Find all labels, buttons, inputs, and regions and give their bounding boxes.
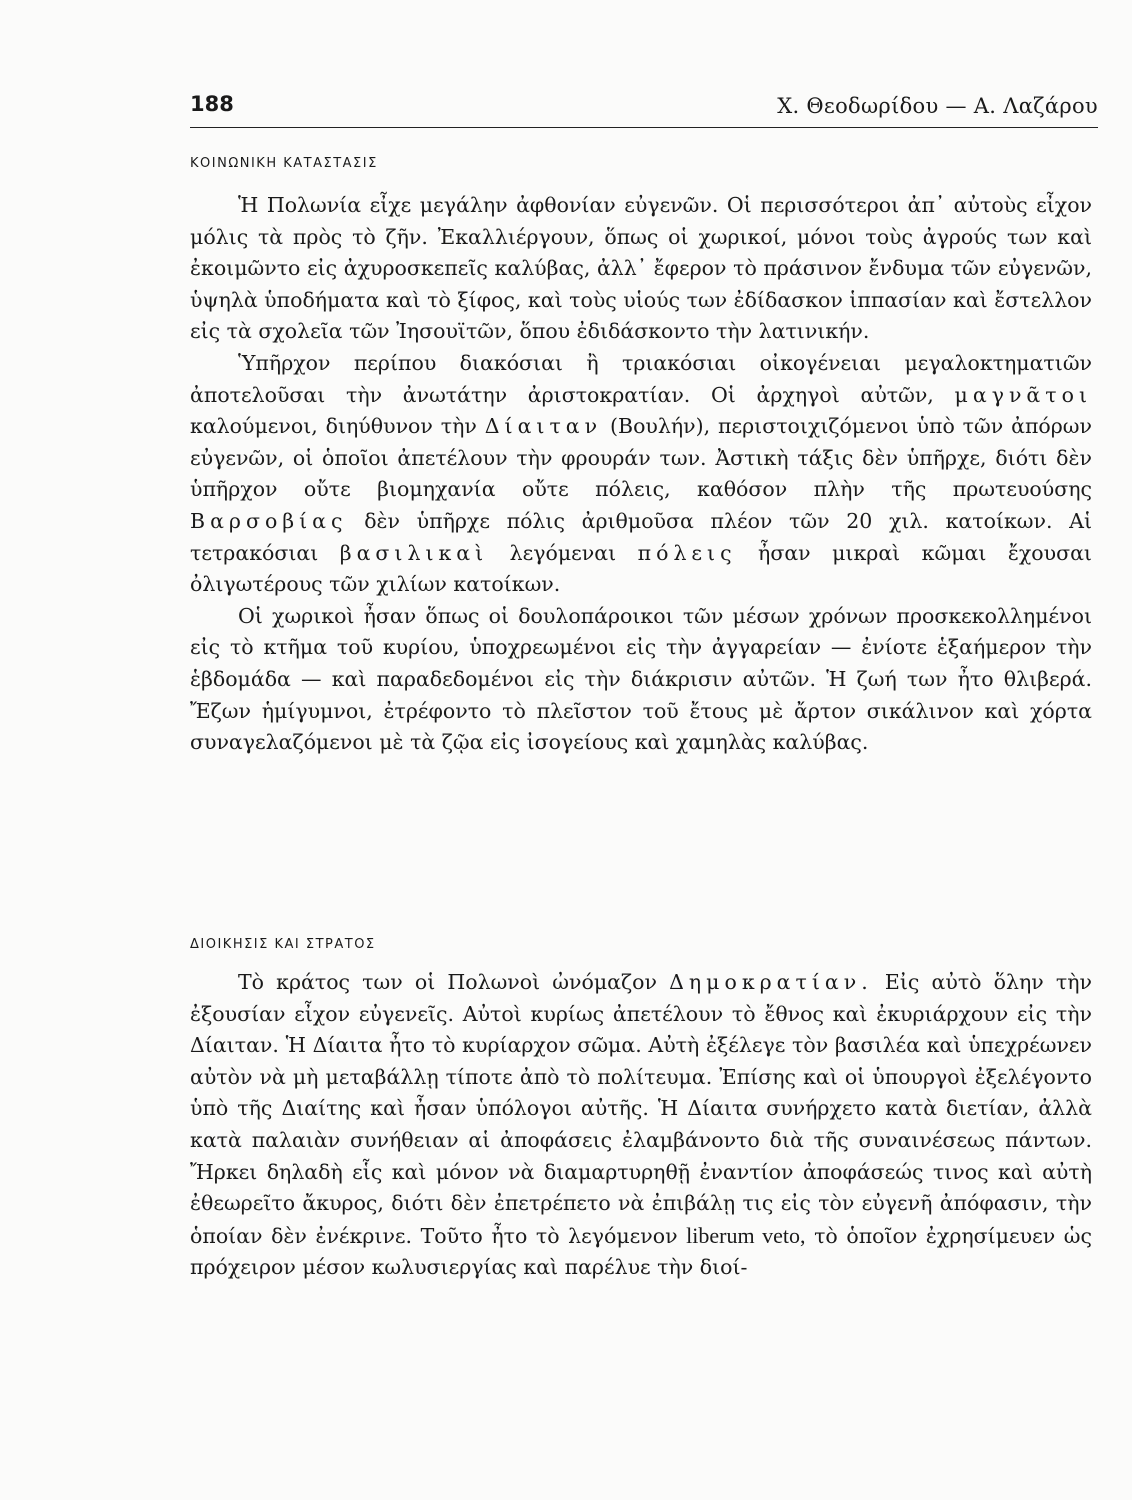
header-rule — [190, 127, 1098, 128]
text-run: τὸ ὁποῖον ἐχρησίμευεν ὡς πρόχειρον μέσον κωλυσιεργίας καὶ παρέλυε τὴν διοί- — [190, 1223, 1092, 1280]
text-run: (Βουλήν), περιστοιχιζόμενοι ὑπὸ τῶν ἀπόρων εὐγενῶν, οἱ ὁποῖοι ἀπετέλουν τὴν φρουράν των. Ἀστικὴ τάξις δὲν ὑπῆρχε, διότι δὲν ὑπῆρχον οὔτε βιομηχανία οὔτε πόλεις, καθόσον πλὴν τῆς πρωτευούσης — [190, 414, 1092, 502]
text-run: Εἰς αὐτὸ ὅλην τὴν ἐξουσίαν εἶχον εὐγενεῖς. Αὐτοὶ κυρίως ἀπετέλουν τὸ ἔθνος καὶ ἐκυριάρχουν εἰς τὴν Δίαιταν. Ἡ Δίαιτα ἦτο τὸ κυρίαρχον σῶμα. Αὐτὴ ἐξέλεγε τὸν βασιλέα καὶ ὑπεχρέωνεν αὐτὸν νὰ μὴ μεταβάλλῃ τίποτε ἀπὸ τὸ πολίτευμα. Ἐπίσης καὶ οἱ ὑπουργοὶ ἐξελέγοντο ὑπὸ τῆς Διαίτης καὶ ἦσαν ὑπόλογοι αὐτῆς. Ἡ Δίαιτα συνήρχετο κατὰ διετίαν, ἀλλὰ κατὰ παλαιὰν συνήθειαν αἱ ἀποφάσεις ἐλαμβάνοντο διὰ τῆς συναινέσεως πάντων. Ἤρκει δηλαδὴ εἷς καὶ μόνον νὰ διαμαρτυρηθῇ ἐναντίον ἀποφάσεώς τινος καὶ αὐτὴ ἐθεωρεῖτο ἄκυρος, διότι δὲν ἐπετρέπετο νὰ ἐπιβάλῃ τις εἰς τὸν εὐγενῆ ἀπόφασιν, τὴν ὁποίαν δὲν ἐνέκρινε. Τοῦτο ἦτο τὸ λεγόμενον — [190, 970, 1092, 1248]
paragraph: Οἱ χωρικοὶ ἦσαν ὅπως οἱ δουλοπάροικοι τῶν μέσων χρόνων προσκεκολλημένοι εἰς τὸ κτῆμα τοῦ κυρίου, ὑποχρεωμένοι εἰς τὴν ἀγγαρείαν — ἐνίοτε ἑξαήμερον τὴν ἑβδομάδα — καὶ παραδεδομένοι εἰς τὴν διάκρισιν αὐτῶν. Ἡ ζωή των ἦτο θλιβερά. Ἔζων ἡμίγυμνοι, ἐτρέφοντο τὸ πλεῖστον τοῦ ἔτους μὲ ἄρτον σικάλινον καὶ χόρτα συναγελαζόμενοι μὲ τὰ ζῷα εἰς ἰσογείους καὶ χαμηλὰς καλύβας. — [190, 603, 1092, 755]
emphasized-term: Δίαιταν — [484, 414, 603, 439]
page-header — [190, 92, 1098, 128]
latin-term: liberum veto, — [686, 1222, 806, 1248]
emphasized-term: Δημοκρατίαν. — [669, 970, 873, 994]
running-head: Χ. Θεοδωρίδου — Α. Λαζάρου — [777, 94, 1098, 118]
section-heading-social: ΚΟΙΝΩΝΙΚΗ ΚΑΤΑΣΤΑΣΙΣ — [190, 156, 378, 171]
text-run: ἦσαν μικραὶ κῶμαι ἔχουσαι ὀλιγωτέρους τῶν χιλίων κατοίκων. — [190, 540, 1092, 597]
emphasized-term: βασιλικαὶ — [339, 540, 489, 565]
section-heading-administration: ΔΙΟΙΚΗΣΙΣ ΚΑΙ ΣΤΡΑΤΟΣ — [190, 937, 376, 952]
page-number: 188 — [190, 92, 234, 116]
emphasized-term: πόλεις — [637, 540, 737, 565]
paragraph — [190, 967, 1092, 1284]
paragraph: Ἡ Πολωνία εἶχε μεγάλην ἀφθονίαν εὐγενῶν. Οἱ περισσότεροι ἀπ᾿ αὐτοὺς εἶχον μόλις τὰ πρὸς τὸ ζῆν. Ἐκαλλιέργουν, ὅπως οἱ χωρικοί, μόνοι τοὺς ἀγρούς των καὶ ἐκοιμῶντο εἰς ἀχυροσκεπεῖς καλύβας, ἀλλ᾿ ἔφερον τὸ πράσινον ἔνδυμα τῶν εὐγενῶν, ὑψηλὰ ὑποδήματα καὶ τὸ ξίφος, καὶ τοὺς υἱούς των ἐδίδασκον ἱππασίαν καὶ ἔστελλον εἰς τὰ σχολεῖα τῶν Ἰησουϊτῶν, ὅπου ἐδιδάσκοντο τὴν λατινικήν. — [190, 193, 1092, 344]
text-run: καλούμενοι, διηύθυνον τὴν — [190, 414, 477, 439]
text-run: δὲν ὑπῆρχε πόλις ἀριθμοῦσα πλέον τῶν 20 χιλ. κατοίκων. Αἱ τετρακόσιαι — [190, 508, 1092, 565]
text-run: λεγόμεναι — [509, 540, 617, 565]
emphasized-term: Βαρσοβίας — [190, 508, 348, 533]
section-body-social — [190, 190, 1092, 759]
section-body-administration — [190, 967, 1092, 1284]
text-run: Τὸ κράτος των οἱ Πολωνοὶ ὠνόμαζον — [238, 970, 657, 994]
paragraph — [190, 348, 1092, 601]
text-run: Ὑπῆρχον περίπου διακόσιαι ἢ τριακόσιαι οἰκογένειαι μεγαλοκτηματιῶν ἀποτελοῦσαι τὴν ἀνωτάτην ἀριστοκρατίαν. Οἱ ἀρχηγοὶ αὐτῶν, — [190, 350, 1092, 407]
emphasized-term: μαγνᾶτοι — [954, 382, 1092, 407]
